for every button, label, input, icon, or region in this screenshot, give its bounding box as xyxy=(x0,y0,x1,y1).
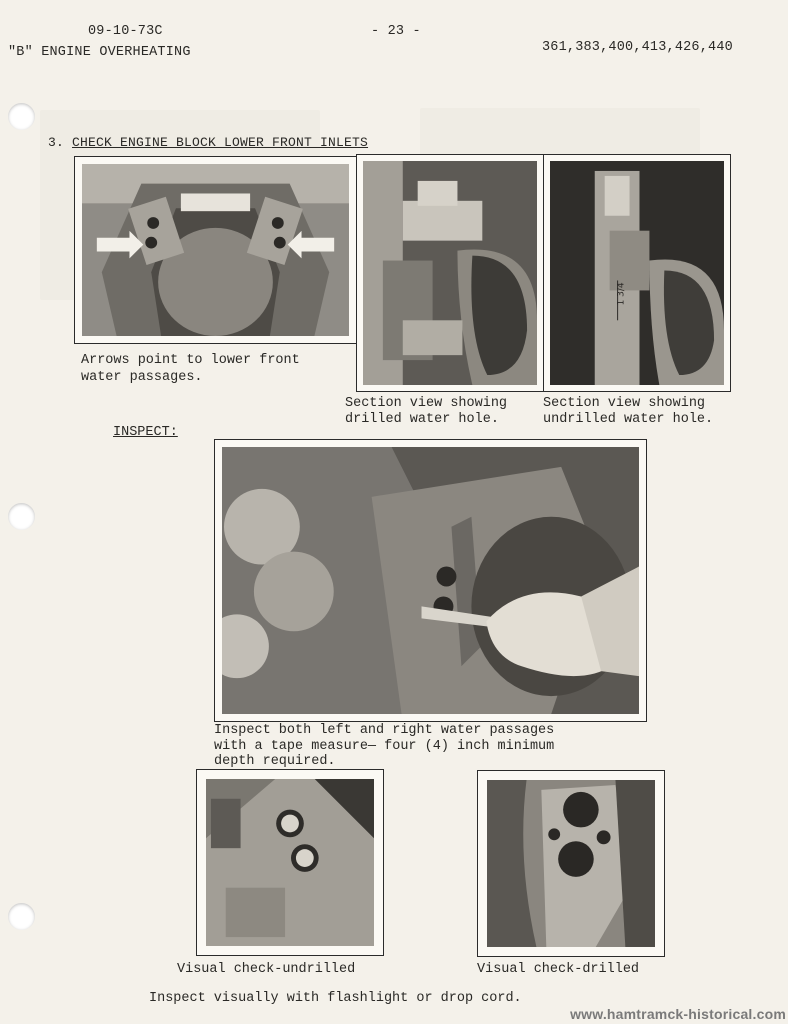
section-undrilled-caption-line1: Section view showing xyxy=(543,396,706,411)
footer-note: Inspect visually with flashlight or drop cord. xyxy=(149,991,522,1006)
watermark: www.hamtramck-historical.com xyxy=(570,1006,786,1022)
inspect-caption-line1: Inspect both left and right water passages xyxy=(214,723,555,738)
inspect-label: INSPECT: xyxy=(113,425,178,440)
block-front-photo xyxy=(74,156,357,344)
section-drilled-image xyxy=(363,161,537,385)
inspect-image xyxy=(222,447,639,714)
visual-undrilled-image xyxy=(206,779,374,946)
bleed-through-shadow xyxy=(420,108,700,158)
measure-mark: 1 3/4 xyxy=(616,282,627,306)
section-undrilled-photo xyxy=(543,154,731,392)
step-title: CHECK ENGINE BLOCK LOWER FRONT INLETS xyxy=(72,135,369,150)
section-drilled-caption-line2: drilled water hole. xyxy=(345,412,499,427)
inspect-photo xyxy=(214,439,647,722)
section-drilled-photo xyxy=(356,154,544,392)
doc-number: 09-10-73C xyxy=(88,24,163,39)
engine-models: 361,383,400,413,426,440 xyxy=(542,40,733,55)
visual-drilled-photo xyxy=(477,770,665,957)
block-front-image xyxy=(82,164,349,336)
page-number: - 23 - xyxy=(371,24,421,39)
step-number: 3. xyxy=(48,135,65,150)
inspect-caption-line3: depth required. xyxy=(214,754,336,769)
arrows-caption-line2: water passages. xyxy=(81,370,203,385)
binder-hole xyxy=(8,903,35,930)
visual-drilled-caption: Visual check-drilled xyxy=(477,962,640,977)
inspect-caption-line2: with a tape measure— four (4) inch minimum xyxy=(214,739,555,754)
visual-drilled-image xyxy=(487,780,655,947)
binder-hole xyxy=(8,103,35,130)
section-title: "B" ENGINE OVERHEATING xyxy=(8,45,191,60)
visual-undrilled-caption: Visual check-undrilled xyxy=(177,962,356,977)
section-drilled-caption-line1: Section view showing xyxy=(345,396,508,411)
binder-hole xyxy=(8,503,35,530)
arrows-caption-line1: Arrows point to lower front xyxy=(81,353,300,368)
section-undrilled-caption-line2: undrilled water hole. xyxy=(543,412,714,427)
section-undrilled-image xyxy=(550,161,724,385)
visual-undrilled-photo xyxy=(196,769,384,956)
